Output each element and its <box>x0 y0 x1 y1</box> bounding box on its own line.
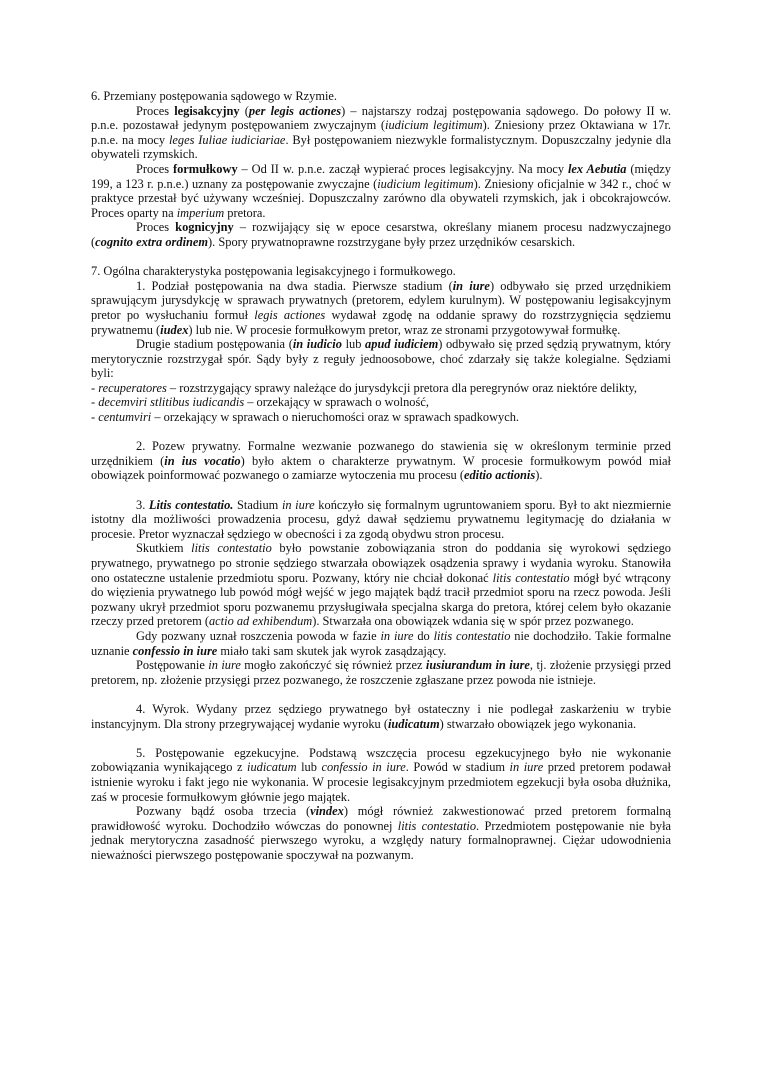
text: – orzekający w sprawach o nieruchomości oraz w sprawach spadkowych. <box>151 410 520 425</box>
latin-term: litis contestatio <box>433 628 511 643</box>
latin-term: litis contestatio <box>397 818 477 833</box>
latin-term: iudex <box>160 322 189 337</box>
latin-term: in iudicio <box>292 337 342 352</box>
text: 3. <box>136 497 149 512</box>
text: , tj. złożenie przysięgi przed pretorem, np. złożenie przysięgi przez pozwanego, że roszczenie zgłaszane przez powoda nie istnieje. <box>91 658 671 687</box>
text: ). Spory prywatnoprawne rozstrzygane były przez urzędników cesarskich. <box>208 234 576 249</box>
latin-term: litis contestatio <box>191 541 272 556</box>
latin-term: confessio in iure <box>321 760 406 775</box>
document-page <box>91 89 671 862</box>
paragraph-execution <box>91 746 671 804</box>
spacer <box>91 687 671 702</box>
spacer <box>91 483 671 498</box>
latin-term: in iure <box>452 278 490 293</box>
text: lub <box>296 760 322 775</box>
text: Proces <box>136 103 175 118</box>
text: Gdy pozwany uznał roszczenia powoda w fazie <box>136 628 381 643</box>
paragraph-two-stages <box>91 279 671 337</box>
text: ). Zniesiony przez Oktawiana w 17r. p.n.e. na mocy <box>91 118 672 147</box>
latin-term: in iure <box>208 658 241 673</box>
text: - <box>91 380 99 395</box>
paragraph-legis-actio <box>91 104 671 162</box>
text: ) stwarzało obowiązek jego wykonania. <box>439 716 637 731</box>
text: nie dochodziło. Takie formalne uznanie <box>91 628 671 658</box>
latin-term: apud iudiciem <box>365 337 439 352</box>
text: kończyło się formalnym ugruntowaniem sporu. Był to akt niezmiernie istotny dla możliwości prowadzenia procesu, gdyż dawał sędziemu prywatnemu legitymację do działania w procesie. Pretor wyznaczał sędziego w obecności i za zgodą obydwu stron procesu. <box>91 497 671 541</box>
text: . Był postępowaniem niezwykle formalistycznym. Dopuszczalny jedynie dla obywateli rzymskich. <box>91 132 671 162</box>
text: Pozwany bądź osoba trzecia ( <box>136 804 311 819</box>
text: było powstanie zobowiązania stron do poddania się wyrokowi sędziego prywatnego, prywatnego po stronie sędziego stwarzała obowiązek osądzenia sprawy i wydania wyroku. Stanowiła ono ostateczne ustalenie przedmiotu sporu. Pozwany, który nie chciał dokonać <box>91 541 671 585</box>
term: legisakcyjny <box>174 103 240 118</box>
latin-term: iudicatum <box>387 716 440 731</box>
text: ). Stwarzała ona obowiązek wdania się w spór przez pozwanego. <box>312 614 634 629</box>
latin-term: editio actionis <box>463 468 536 483</box>
text: Stadium <box>233 497 282 512</box>
text: ) odbywało się przed urzędnikiem sprawującym jurysdykcję w sprawach prywatnych (pretorem, edylem kurulnym). W postępowaniu legisakcyjnym pretor po wysłuchaniu formuł <box>91 278 671 322</box>
text: mógł być wtrącony do więzienia prywatnego lub powód mógł wejść w jego majątek bądź tracił przedmiot sporu na rzecz powoda. Jeśli pozwany ukrył przedmiot sporu pozwanemu przysługiwała specjalna skarga do pretora, której celem było okazanie rzeczy przed pretorem ( <box>91 570 671 629</box>
text: Drugie stadium postępowania ( <box>136 337 293 352</box>
text: ). Zniesiony oficjalnie w 342 r., choć w praktyce przestał być używany wcześniej. Dopuszczalny zarówno dla obywateli rzymskich, jak i obcokrajowców. Proces oparty na <box>91 176 672 220</box>
latin-term: iusiurandum in iure <box>425 658 530 673</box>
text: Proces <box>136 220 176 235</box>
text: Proces <box>136 161 173 176</box>
text: Skutkiem <box>136 541 192 556</box>
text: 4. Wyrok. Wydany przez sędziego prywatnego był ostateczny i nie podlegał zaskarżeniu w trybie instancyjnym. Dla strony przegrywającej wydanie wyroku ( <box>91 701 671 731</box>
text: mogło zakończyć się również przez <box>240 658 426 673</box>
text: – Od II w. p.n.e. zaczął wypierać proces legisakcyjny. Na mocy <box>237 161 568 176</box>
text: . Przedmiotem postępowanie nie była jednak merytoryczna zasadność pierwszego wyroku, a względy natury formalnoprawnej. Ciężar udowodnienia nieważności pierwszego postępowanie spoczywał na pozwanym. <box>91 818 672 862</box>
text: – rozstrzygający sprawy należące do jurysdykcji pretora dla peregrynów oraz niektóre delikty, <box>166 380 638 395</box>
list-item <box>91 395 671 410</box>
latin-term: in iure <box>380 628 414 643</box>
paragraph-private-summons <box>91 439 671 483</box>
latin-term: iudicatum <box>247 760 297 775</box>
latin-term: in iure <box>509 760 544 775</box>
paragraph-vindex <box>91 804 671 862</box>
text: . Powód w stadium <box>405 760 510 775</box>
latin-term: litis contestatio <box>492 570 570 585</box>
paragraph-cognitio <box>91 220 671 249</box>
paragraph-confessio <box>91 629 671 658</box>
latin-term: confessio in iure <box>132 643 218 658</box>
latin-term: leges Iuliae iudiciariae <box>168 132 286 147</box>
text: - <box>91 410 99 425</box>
paragraph-iusiurandum <box>91 658 671 687</box>
text: ) mógł również zakwestionować przed pretorem formalną prawidłowość wyroku. Dochodziło wówczas do ponownej <box>91 804 672 833</box>
text: - <box>91 395 99 410</box>
paragraph-effects <box>91 541 671 629</box>
section-6-heading: 6. Przemiany postępowania sądowego w Rzymie. <box>91 89 338 103</box>
section-7-heading: 7. Ogólna charakterystyka postępowania legisakcyjnego i formułkowego. <box>91 264 456 279</box>
latin-term: Litis contestatio. <box>148 497 234 512</box>
term: kognicyjny <box>175 220 234 235</box>
paragraph-formulary <box>91 162 671 220</box>
spacer <box>91 425 671 440</box>
paragraph-litis-contestatio <box>91 498 671 542</box>
latin-term: recuperatores <box>98 380 167 395</box>
text: lub <box>341 337 366 352</box>
term: formułkowy <box>172 161 238 176</box>
paragraph-judgment <box>91 702 671 731</box>
text: ) – najstarszy rodzaj postępowania sądowego. Do połowy II w. p.n.e. pozostawał jedynym postępowaniem zwyczajnym ( <box>91 103 671 133</box>
text: – rozwijający się w epoce cesarstwa, określany mianem procesu nadzwyczajnego ( <box>91 220 671 249</box>
text: ) odbywało się przed sędzią prywatnym, który merytorycznie rozstrzygał spór. Sądy były z reguły jednoosobowe, choć zdarzały się także kolegialne. Sędziami byli: <box>91 337 671 381</box>
latin-term: actio ad exhibendum <box>208 614 313 629</box>
text: Postępowanie <box>136 658 209 673</box>
latin-term: cognito extra ordinem <box>95 234 209 249</box>
text: ) lub nie. W procesie formułkowym pretor, wraz ze stronami przygotowywał formułkę. <box>188 322 621 337</box>
latin-term: iudicium legitimum <box>377 176 474 191</box>
text: (między 199, a 123 r. p.n.e.) uznany za postępowanie zwyczajne ( <box>91 161 671 191</box>
text: 1. Podział postępowania na dwa stadia. Pierwsze stadium ( <box>136 278 453 293</box>
text: do <box>413 628 434 643</box>
text: przed pretorem podawał istnienie wyroku i fakt jego nie wykonania. W procesie legisakcyjnym przedmiotem egzekucji była osoba dłużnika, zaś w procesie formułkowym głównie jego majątek. <box>91 760 671 804</box>
list-item <box>91 381 671 396</box>
latin-term: lex Aebutia <box>567 161 627 176</box>
latin-term: legis actiones <box>254 307 326 322</box>
spacer <box>91 250 671 265</box>
text: 2. Pozew prywatny. Formalne wezwanie pozwanego do stawienia się w określonym terminie przed urzędnikiem ( <box>91 439 671 468</box>
text: ). <box>535 468 543 483</box>
latin-term: vindex <box>310 804 344 819</box>
text: – orzekający w sprawach o wolność, <box>244 395 429 410</box>
latin-term: in ius vocatio <box>164 453 241 468</box>
text: miało taki sam skutek jak wyrok zasądzający. <box>217 643 447 658</box>
text: ( <box>239 103 249 118</box>
text: wydawał zgodę na oddanie sprawy do rozstrzygnięcia sędziemu prywatnemu ( <box>91 307 671 337</box>
latin-term: in iure <box>281 497 315 512</box>
latin-term: centumviri <box>98 410 152 425</box>
text: 5. Postępowanie egzekucyjne. Podstawą wszczęcia procesu egzekucyjnego było nie wykonanie zobowiązania wynikającego z <box>91 745 671 775</box>
latin-term: iudicium legitimum <box>385 118 483 133</box>
spacer <box>91 731 671 746</box>
text: pretora. <box>224 205 266 220</box>
list-item <box>91 410 671 425</box>
latin-term: imperium <box>176 205 225 220</box>
latin-term: decemviri stlitibus iudicandis <box>98 395 245 410</box>
paragraph-second-stage <box>91 337 671 381</box>
text: ) było aktem o charakterze prywatnym. W procesie formułkowym powód miał obowiązek poinformować pozwanego o zamiarze wytoczenia mu procesu ( <box>91 453 672 483</box>
latin-term: per legis actiones <box>248 103 342 118</box>
